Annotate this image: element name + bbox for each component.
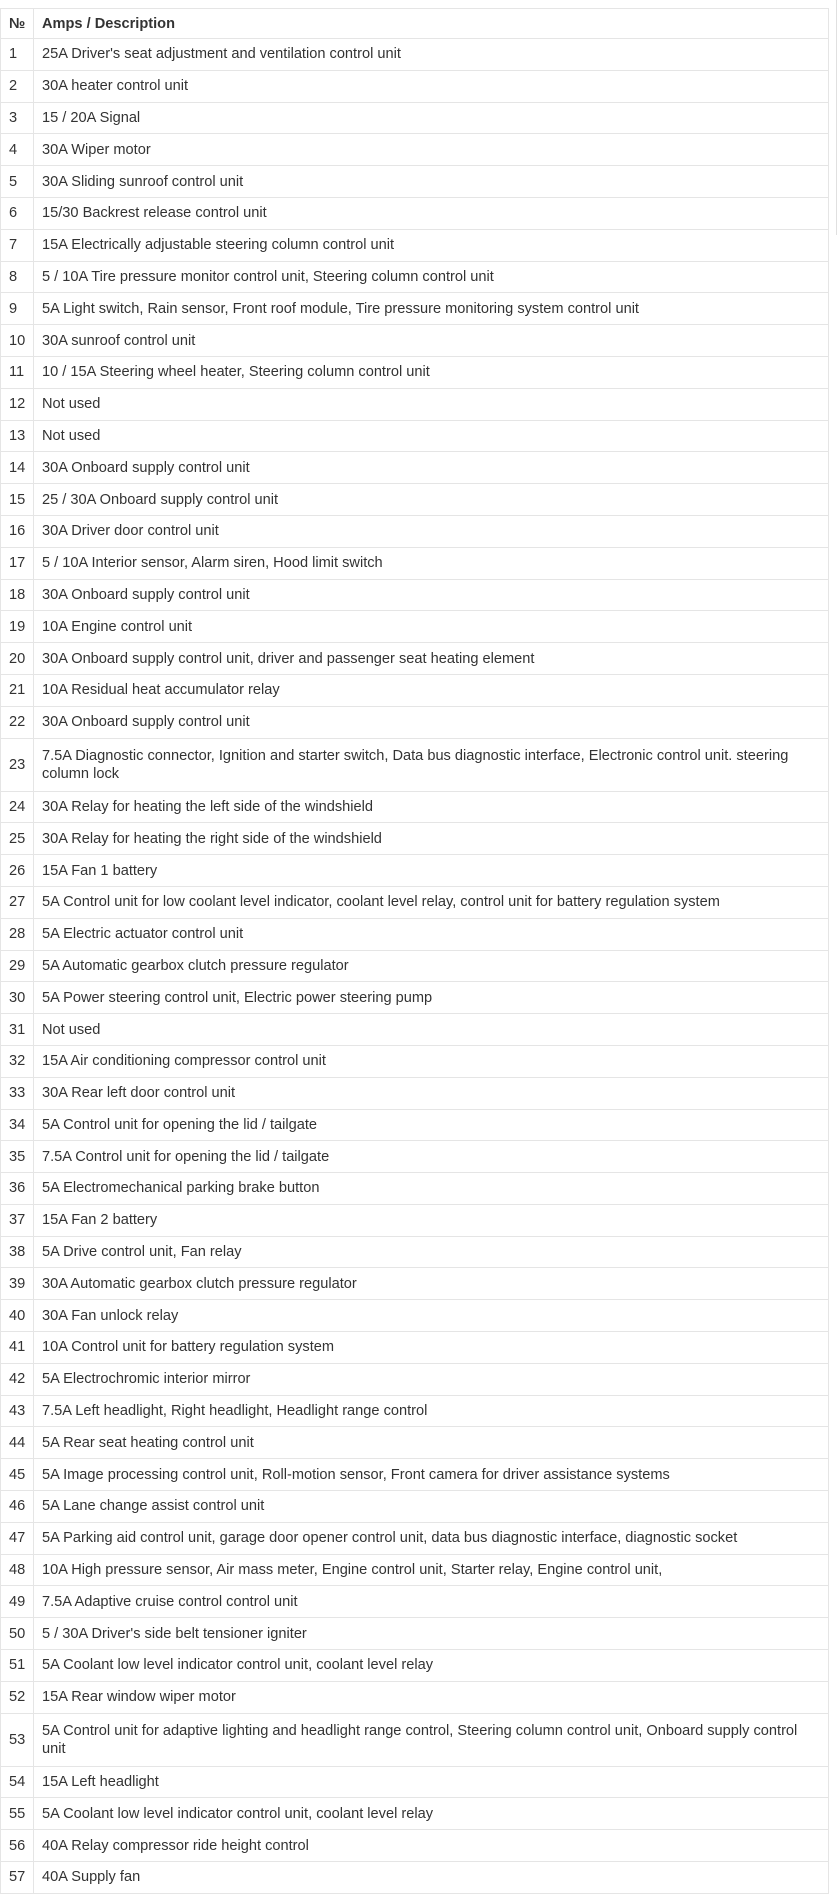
table-row (1, 420, 829, 452)
table-row (1, 1618, 829, 1650)
fuse-description-cell: Not used (34, 1014, 829, 1046)
fuse-description-cell: 5A Light switch, Rain sensor, Front roof module, Tire pressure monitoring system control unit (34, 293, 829, 325)
fuse-description-cell: 5A Control unit for low coolant level indicator, coolant level relay, control unit for battery regulation system (34, 886, 829, 918)
column-header-description: Amps / Description (34, 9, 829, 39)
fuse-description-cell: 15A Rear window wiper motor (34, 1681, 829, 1713)
fuse-number-cell: 9 (1, 293, 34, 325)
fuse-number-cell: 56 (1, 1830, 34, 1862)
fuse-description-cell: 30A Onboard supply control unit (34, 706, 829, 738)
table-row (1, 1045, 829, 1077)
table-row (1, 982, 829, 1014)
fuse-description-cell: 5A Automatic gearbox clutch pressure regulator (34, 950, 829, 982)
fuse-number-cell: 16 (1, 515, 34, 547)
fuse-description-cell: 5A Coolant low level indicator control unit, coolant level relay (34, 1798, 829, 1830)
fuse-number-cell: 2 (1, 70, 34, 102)
fuse-number-cell: 22 (1, 706, 34, 738)
fuse-number-cell: 21 (1, 674, 34, 706)
fuse-description-cell: 40A Relay compressor ride height control (34, 1830, 829, 1862)
fuse-description-cell: 5A Electromechanical parking brake button (34, 1173, 829, 1205)
fuse-description-cell: 5A Drive control unit, Fan relay (34, 1236, 829, 1268)
table-row (1, 1363, 829, 1395)
fuse-description-cell: 7.5A Adaptive cruise control control unit (34, 1586, 829, 1618)
fuse-number-cell: 48 (1, 1554, 34, 1586)
table-row (1, 1236, 829, 1268)
table-row (1, 1077, 829, 1109)
fuse-number-cell: 50 (1, 1618, 34, 1650)
fuse-description-cell: 5A Parking aid control unit, garage door opener control unit, data bus diagnostic interface, diagnostic socket (34, 1522, 829, 1554)
fuse-number-cell: 28 (1, 918, 34, 950)
table-header-row (1, 9, 829, 39)
fuse-description-cell: Not used (34, 420, 829, 452)
fuse-number-cell: 19 (1, 611, 34, 643)
fuse-number-cell: 12 (1, 388, 34, 420)
fuse-description-cell: Not used (34, 388, 829, 420)
fuse-description-cell: 15A Electrically adjustable steering column control unit (34, 229, 829, 261)
fuse-number-cell: 5 (1, 166, 34, 198)
table-row (1, 1109, 829, 1141)
table-row (1, 1332, 829, 1364)
fuse-description-cell: 30A Onboard supply control unit (34, 579, 829, 611)
table-row (1, 452, 829, 484)
table-row (1, 738, 829, 791)
fuse-description-cell: 10 / 15A Steering wheel heater, Steering column control unit (34, 356, 829, 388)
fuse-description-cell: 30A Sliding sunroof control unit (34, 166, 829, 198)
fuse-description-cell: 30A sunroof control unit (34, 325, 829, 357)
fuse-number-cell: 36 (1, 1173, 34, 1205)
fuse-number-cell: 29 (1, 950, 34, 982)
fuse-description-cell: 7.5A Control unit for opening the lid / tailgate (34, 1141, 829, 1173)
fuse-number-cell: 57 (1, 1862, 34, 1894)
table-row (1, 102, 829, 134)
fuse-description-cell: 5A Image processing control unit, Roll-motion sensor, Front camera for driver assistance systems (34, 1459, 829, 1491)
fuse-description-cell: 10A High pressure sensor, Air mass meter, Engine control unit, Starter relay, Engine control unit, (34, 1554, 829, 1586)
table-row (1, 388, 829, 420)
fuse-number-cell: 51 (1, 1650, 34, 1682)
table-row (1, 293, 829, 325)
table-row (1, 950, 829, 982)
table-row (1, 1491, 829, 1523)
fuse-number-cell: 17 (1, 547, 34, 579)
fuse-description-cell: 5 / 10A Tire pressure monitor control unit, Steering column control unit (34, 261, 829, 293)
table-row (1, 261, 829, 293)
fuse-number-cell: 41 (1, 1332, 34, 1364)
table-row (1, 484, 829, 516)
fuse-description-cell: 40A Supply fan (34, 1862, 829, 1894)
table-row (1, 1300, 829, 1332)
table-row (1, 1554, 829, 1586)
fuse-number-cell: 3 (1, 102, 34, 134)
fuse-number-cell: 6 (1, 197, 34, 229)
fuse-description-cell: 5A Control unit for adaptive lighting and headlight range control, Steering column control unit, Onboard supply control unit (34, 1713, 829, 1766)
fuse-number-cell: 52 (1, 1681, 34, 1713)
table-row (1, 1586, 829, 1618)
table-row (1, 1713, 829, 1766)
table-row (1, 197, 829, 229)
fuse-number-cell: 14 (1, 452, 34, 484)
fuse-description-cell: 30A Onboard supply control unit, driver and passenger seat heating element (34, 643, 829, 675)
fuse-description-cell: 30A heater control unit (34, 70, 829, 102)
table-row (1, 1395, 829, 1427)
fuse-number-cell: 54 (1, 1766, 34, 1798)
fuse-number-cell: 20 (1, 643, 34, 675)
fuse-number-cell: 44 (1, 1427, 34, 1459)
fuse-number-cell: 53 (1, 1713, 34, 1766)
fuse-description-cell: 10A Residual heat accumulator relay (34, 674, 829, 706)
table-row (1, 791, 829, 823)
fuse-description-cell: 30A Fan unlock relay (34, 1300, 829, 1332)
fuse-description-cell: 15/30 Backrest release control unit (34, 197, 829, 229)
table-row (1, 515, 829, 547)
table-row (1, 1798, 829, 1830)
fuse-table (0, 8, 829, 1894)
fuse-description-cell: 15A Left headlight (34, 1766, 829, 1798)
fuse-description-cell: 5A Electric actuator control unit (34, 918, 829, 950)
fuse-number-cell: 47 (1, 1522, 34, 1554)
fuse-description-cell: 10A Control unit for battery regulation system (34, 1332, 829, 1364)
fuse-description-cell: 30A Relay for heating the right side of the windshield (34, 823, 829, 855)
fuse-number-cell: 43 (1, 1395, 34, 1427)
fuse-number-cell: 11 (1, 356, 34, 388)
table-body (1, 39, 829, 1894)
fuse-description-cell: 30A Onboard supply control unit (34, 452, 829, 484)
table-row (1, 1830, 829, 1862)
fuse-description-cell: 7.5A Diagnostic connector, Ignition and starter switch, Data bus diagnostic interface, Electronic control unit. steering column lock (34, 738, 829, 791)
table-row (1, 547, 829, 579)
fuse-number-cell: 46 (1, 1491, 34, 1523)
table-row (1, 855, 829, 887)
fuse-number-cell: 32 (1, 1045, 34, 1077)
table-row (1, 823, 829, 855)
table-row (1, 39, 829, 71)
fuse-description-cell: 7.5A Left headlight, Right headlight, Headlight range control (34, 1395, 829, 1427)
table-row (1, 1141, 829, 1173)
fuse-number-cell: 10 (1, 325, 34, 357)
fuse-description-cell: 30A Wiper motor (34, 134, 829, 166)
fuse-description-cell: 30A Driver door control unit (34, 515, 829, 547)
fuse-number-cell: 31 (1, 1014, 34, 1046)
table-row (1, 1459, 829, 1491)
table-row (1, 1014, 829, 1046)
fuse-number-cell: 13 (1, 420, 34, 452)
fuse-number-cell: 8 (1, 261, 34, 293)
fuse-number-cell: 37 (1, 1204, 34, 1236)
fuse-description-cell: 15A Fan 2 battery (34, 1204, 829, 1236)
table-row (1, 1650, 829, 1682)
fuse-number-cell: 18 (1, 579, 34, 611)
fuse-description-cell: 30A Relay for heating the left side of the windshield (34, 791, 829, 823)
fuse-description-cell: 30A Automatic gearbox clutch pressure regulator (34, 1268, 829, 1300)
table-row (1, 134, 829, 166)
table-row (1, 1681, 829, 1713)
fuse-number-cell: 24 (1, 791, 34, 823)
table-row (1, 918, 829, 950)
fuse-description-cell: 15 / 20A Signal (34, 102, 829, 134)
fuse-number-cell: 42 (1, 1363, 34, 1395)
table-row (1, 643, 829, 675)
fuse-number-cell: 33 (1, 1077, 34, 1109)
fuse-number-cell: 25 (1, 823, 34, 855)
fuse-number-cell: 30 (1, 982, 34, 1014)
table-row (1, 1204, 829, 1236)
table-row (1, 1862, 829, 1894)
fuse-number-cell: 38 (1, 1236, 34, 1268)
table-row (1, 356, 829, 388)
table-row (1, 1522, 829, 1554)
fuse-table-container (0, 8, 828, 1894)
fuse-description-cell: 15A Fan 1 battery (34, 855, 829, 887)
fuse-number-cell: 39 (1, 1268, 34, 1300)
fuse-number-cell: 35 (1, 1141, 34, 1173)
fuse-number-cell: 15 (1, 484, 34, 516)
table-row (1, 1173, 829, 1205)
table-row (1, 1766, 829, 1798)
fuse-number-cell: 55 (1, 1798, 34, 1830)
table-row (1, 1268, 829, 1300)
table-row (1, 1427, 829, 1459)
fuse-description-cell: 5A Electrochromic interior mirror (34, 1363, 829, 1395)
fuse-number-cell: 45 (1, 1459, 34, 1491)
fuse-description-cell: 5A Rear seat heating control unit (34, 1427, 829, 1459)
table-row (1, 325, 829, 357)
table-row (1, 674, 829, 706)
fuse-number-cell: 26 (1, 855, 34, 887)
fuse-description-cell: 25 / 30A Onboard supply control unit (34, 484, 829, 516)
fuse-description-cell: 15A Air conditioning compressor control unit (34, 1045, 829, 1077)
fuse-description-cell: 5A Control unit for opening the lid / tailgate (34, 1109, 829, 1141)
fuse-description-cell: 25A Driver's seat adjustment and ventilation control unit (34, 39, 829, 71)
column-header-number: № (1, 9, 34, 39)
table-row (1, 706, 829, 738)
fuse-number-cell: 27 (1, 886, 34, 918)
fuse-description-cell: 5A Coolant low level indicator control unit, coolant level relay (34, 1650, 829, 1682)
fuse-number-cell: 1 (1, 39, 34, 71)
fuse-number-cell: 49 (1, 1586, 34, 1618)
fuse-description-cell: 5A Power steering control unit, Electric power steering pump (34, 982, 829, 1014)
fuse-number-cell: 23 (1, 738, 34, 791)
table-row (1, 166, 829, 198)
fuse-number-cell: 34 (1, 1109, 34, 1141)
table-row (1, 886, 829, 918)
fuse-number-cell: 7 (1, 229, 34, 261)
fuse-description-cell: 5A Lane change assist control unit (34, 1491, 829, 1523)
table-row (1, 579, 829, 611)
fuse-number-cell: 4 (1, 134, 34, 166)
fuse-number-cell: 40 (1, 1300, 34, 1332)
scrollbar-edge (836, 0, 837, 235)
fuse-description-cell: 5 / 10A Interior sensor, Alarm siren, Hood limit switch (34, 547, 829, 579)
fuse-description-cell: 30A Rear left door control unit (34, 1077, 829, 1109)
table-row (1, 611, 829, 643)
table-row (1, 70, 829, 102)
table-row (1, 229, 829, 261)
fuse-description-cell: 5 / 30A Driver's side belt tensioner igniter (34, 1618, 829, 1650)
fuse-description-cell: 10A Engine control unit (34, 611, 829, 643)
